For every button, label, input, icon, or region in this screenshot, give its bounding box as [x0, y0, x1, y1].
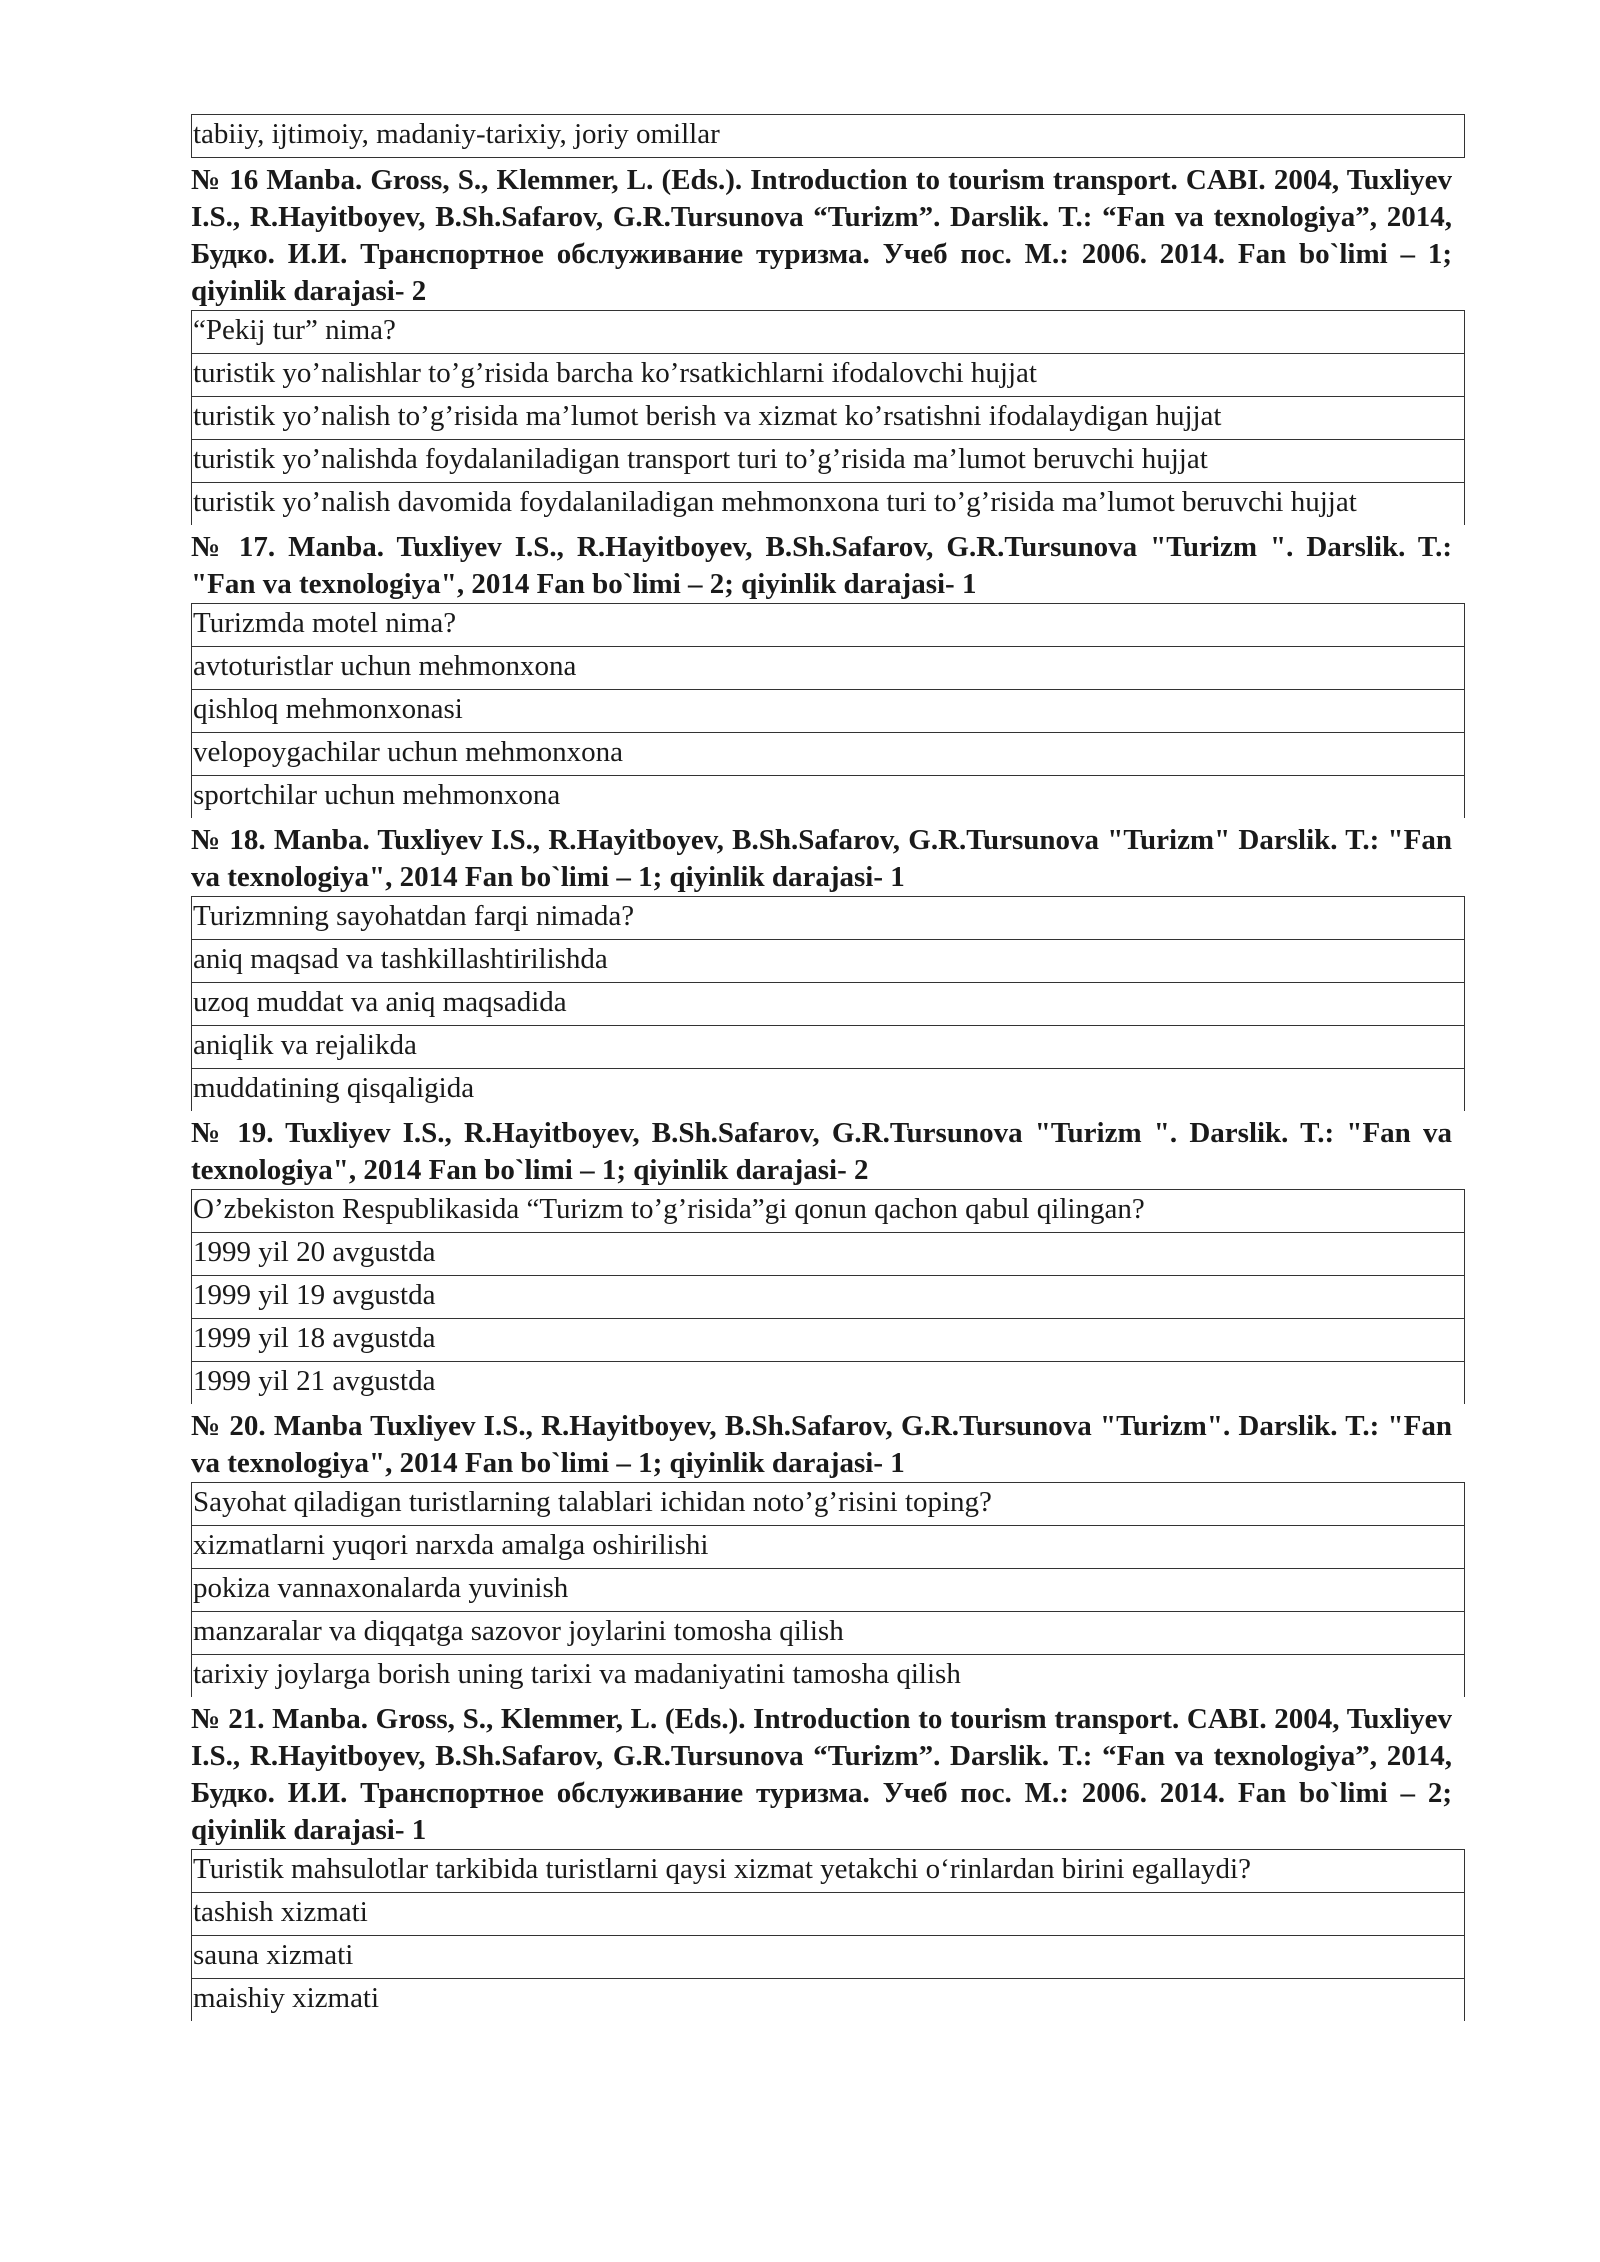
question-19-text: O’zbekiston Respublikasida “Turizm to’g’risida”gi qonun qachon qabul qilingan? [192, 1190, 1464, 1233]
question-19-option-1: 1999 yil 20 avgustda [192, 1233, 1464, 1276]
question-19-header: № 19. Tuxliyev I.S., R.Hayitboyev, B.Sh.Safarov, G.R.Tursunova "Turizm ". Darslik. T.: "Fan va texnologiya", 2014 Fan bo`limi – 1; qiyinlik darajasi- 2 [191, 1117, 1452, 1186]
question-20-text: Sayohat qiladigan turistlarning talablari ichidan noto’g’risini toping? [192, 1483, 1464, 1526]
question-16-text: “Pekij tur” nima? [192, 311, 1464, 354]
question-16-option-3: turistik yo’nalishda foydalaniladigan transport turi to’g’risida ma’lumot beruvchi hujjat [192, 440, 1464, 483]
question-18-header: № 18. Manba. Tuxliyev I.S., R.Hayitboyev, B.Sh.Safarov, G.R.Tursunova "Turizm" Darslik. T.: "Fan va texnologiya", 2014 Fan bo`limi – 1; qiyinlik darajasi- 1 [191, 824, 1452, 893]
question-17-table [191, 603, 1465, 818]
question-16-option-1: turistik yo’nalishlar to’g’risida barcha ko’rsatkichlarni ifodalovchi hujjat [192, 354, 1464, 397]
question-20-option-4: tarixiy joylarga borish uning tarixi va madaniyatini tamosha qilish [193, 1658, 961, 1690]
question-18-option-2: uzoq muddat va aniq maqsadida [192, 983, 1464, 1026]
question-18-table [191, 896, 1465, 1111]
option-cell: tabiiy, ijtimoiy, madaniy-tarixiy, joriy omillar [192, 115, 1464, 158]
previous-question-table [191, 114, 1465, 158]
question-17-option-1: avtoturistlar uchun mehmonxona [192, 647, 1464, 690]
question-19-option-3: 1999 yil 18 avgustda [192, 1319, 1464, 1362]
question-17-header: № 17. Manba. Tuxliyev I.S., R.Hayitboyev, B.Sh.Safarov, G.R.Tursunova "Turizm ". Darslik. T.: "Fan va texnologiya", 2014 Fan bo`limi – 2; qiyinlik darajasi- 1 [191, 531, 1452, 600]
question-21-text: Turistik mahsulotlar tarkibida turistlarni qaysi xizmat yetakchi o‘rinlardan birini egallaydi? [192, 1850, 1464, 1893]
question-16-option-4: turistik yo’nalish davomida foydalaniladigan mehmonxona turi to’g’risida ma’lumot beruvchi hujjat [193, 486, 1357, 518]
question-16-table [191, 310, 1465, 525]
document-content [191, 114, 1465, 2021]
question-19-table [191, 1189, 1465, 1404]
question-19-option-2: 1999 yil 19 avgustda [192, 1276, 1464, 1319]
question-20-table [191, 1482, 1465, 1697]
question-21-option-3: maishiy xizmati [193, 1982, 380, 2014]
question-17-option-3: velopoygachilar uchun mehmonxona [192, 733, 1464, 776]
question-17-text: Turizmda motel nima? [192, 604, 1464, 647]
question-21-header: № 21. Manba. Gross, S., Klemmer, L. (Eds.). Introduction to tourism transport. CABI. 2004, Tuxliyev I.S., R.Hayitboyev, B.Sh.Safarov, G.R.Tursunova “Turizm”. Darslik. T.: “Fan va texnologiya”, 2014, Будко. И.И. Транспортное обслуживание туризма. Учеб пос. М.: 2006. 2014. Fan bo`limi – 2; qiyinlik darajasi- 1 [191, 1703, 1452, 1846]
question-18-option-1: aniq maqsad va tashkillashtirilishda [192, 940, 1464, 983]
question-20-option-3: manzaralar va diqqatga sazovor joylarini tomosha qilish [192, 1612, 1464, 1655]
question-17-option-2: qishloq mehmonxonasi [192, 690, 1464, 733]
question-21-option-1: tashish xizmati [192, 1893, 1464, 1936]
question-20-option-1: xizmatlarni yuqori narxda amalga oshirilishi [192, 1526, 1464, 1569]
question-16-option-2: turistik yo’nalish to’g’risida ma’lumot berish va xizmat ko’rsatishni ifodalaydigan hujjat [192, 397, 1464, 440]
question-18-text: Turizmning sayohatdan farqi nimada? [192, 897, 1464, 940]
question-20-header: № 20. Manba Tuxliyev I.S., R.Hayitboyev, B.Sh.Safarov, G.R.Tursunova "Turizm". Darslik. T.: "Fan va texnologiya", 2014 Fan bo`limi – 1; qiyinlik darajasi- 1 [191, 1410, 1452, 1479]
question-21-option-2: sauna xizmati [192, 1936, 1464, 1979]
question-17-option-4: sportchilar uchun mehmonxona [193, 779, 561, 811]
question-20-option-2: pokiza vannaxonalarda yuvinish [192, 1569, 1464, 1612]
question-18-option-4: muddatining qisqaligida [193, 1072, 475, 1104]
question-21-table [191, 1849, 1465, 2021]
question-16-header: № 16 Manba. Gross, S., Klemmer, L. (Eds.). Introduction to tourism transport. CABI. 2004, Tuxliyev I.S., R.Hayitboyev, B.Sh.Safarov, G.R.Tursunova “Turizm”. Darslik. T.: “Fan va texnologiya”, 2014, Будко. И.И. Транспортное обслуживание туризма. Учеб пос. М.: 2006. 2014. Fan bo`limi – 1; qiyinlik darajasi- 2 [191, 164, 1452, 307]
question-19-option-4: 1999 yil 21 avgustda [193, 1365, 436, 1397]
question-18-option-3: aniqlik va rejalikda [192, 1026, 1464, 1069]
